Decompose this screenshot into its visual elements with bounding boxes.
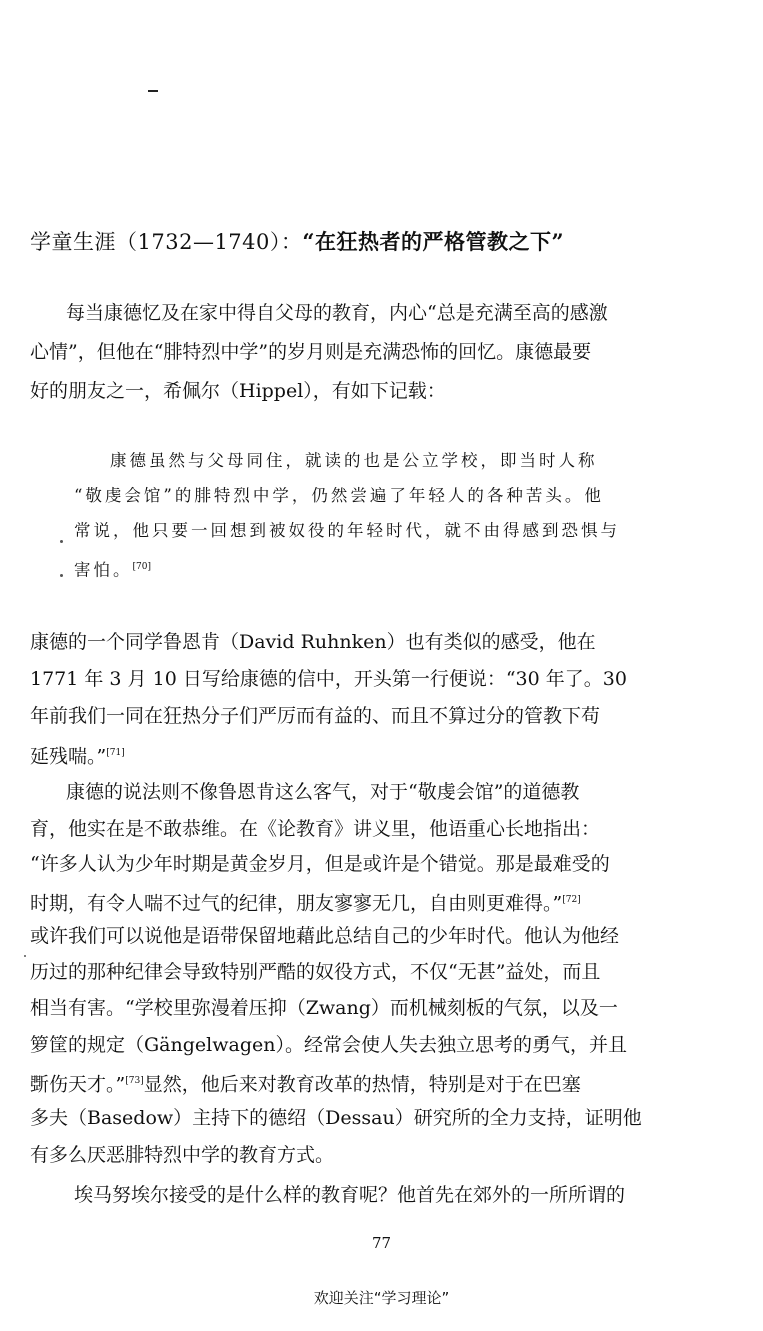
paragraph-line	[30, 738, 125, 771]
paragraph-text: 延残喘。”	[30, 745, 107, 768]
footnote-number: 72	[565, 895, 578, 905]
section-heading-dates: 学童生涯（1732—1740）：	[30, 230, 303, 254]
footnote-marker: [71]	[106, 748, 125, 758]
footnote-number: 70	[136, 562, 148, 572]
paragraph-line: “许多人认为少年时期是黄金岁月，但是或许是个错觉。那是最难受的	[30, 853, 610, 875]
footer-note: 欢迎关注“学习理论”	[313, 1289, 450, 1307]
blockquote-line	[74, 552, 151, 586]
paragraph-line: 康德的一个同学鲁恩肯（David Ruhnken）也有类似的感受，他在	[30, 631, 596, 653]
blockquote-text: 害怕。	[74, 560, 133, 580]
section-heading-quote: “在狂热者的严格管教之下”	[302, 229, 565, 254]
paragraph-line: 1771 年 3 月 10 日写给康德的信中，开头第一行便说：“30 年了。30	[30, 668, 627, 690]
footnote-marker: [73]	[125, 1076, 144, 1086]
paragraph-text: 显然，他后来对教育改革的热情，特别是对于在巴塞	[143, 1073, 581, 1096]
paragraph-line: 或许我们可以说他是语带保留地藉此总结自己的少年时代。他认为他经	[30, 925, 620, 947]
blockquote-line: 康德虽然与父母同住，就读的也是公立学校，即当时人称	[110, 451, 598, 470]
paragraph-line: 康德的说法则不像鲁恩肯这么客气，对于“敬虔会馆”的道德教	[66, 781, 580, 803]
blockquote-line: “敬虔会馆”的腓特烈中学，仍然尝遍了年轻人的各种苦头。他	[74, 486, 604, 505]
paragraph-line: 心情”，但他在“腓特烈中学”的岁月则是充满恐怖的回忆。康德最要	[30, 341, 592, 363]
footnote-marker: [72]	[562, 895, 581, 905]
paragraph-line: 相当有害。“学校里弥漫着压抑（Zwang）而机械刻板的气氛，以及一	[30, 997, 618, 1019]
paragraph-line	[30, 1066, 581, 1099]
footnote-marker: [70]	[132, 562, 151, 572]
paragraph-line: 埃马努埃尔接受的是什么样的教育呢？他首先在郊外的一所所谓的	[74, 1184, 626, 1206]
scan-mark	[148, 90, 158, 92]
paragraph-text: 时期，有令人喘不过气的纪律，朋友寥寥无几，自由则更难得。”	[30, 892, 563, 915]
paragraph-line	[30, 885, 581, 918]
scan-speck	[24, 955, 26, 957]
paragraph-line: 有多么厌恶腓特烈中学的教育方式。	[30, 1144, 335, 1166]
footnote-number: 71	[109, 748, 122, 758]
blockquote-line: 常说，他只要一回想到被奴役的年轻时代，就不由得感到恐惧与	[74, 521, 620, 540]
paragraph-text: 斲伤天才。”	[30, 1073, 126, 1096]
page-number: 77	[371, 1234, 392, 1252]
paragraph-line: 好的朋友之一，希佩尔（Hippel），有如下记载：	[30, 380, 446, 402]
paragraph-line: 多夫（Basedow）主持下的德绍（Dessau）研究所的全力支持，证明他	[30, 1107, 642, 1129]
scan-speck	[60, 574, 63, 577]
paragraph-line: 箩筐的规定（Gängelwagen）。经常会使人失去独立思考的勇气，并且	[30, 1034, 627, 1056]
paragraph-line: 每当康德忆及在家中得自父母的教育，内心“总是充满至高的感激	[66, 302, 608, 324]
paragraph-line: 育，他实在是不敢恭维。在《论教育》讲义里，他语重心长地指出：	[30, 818, 601, 840]
paragraph-line: 历过的那种纪律会导致特别严酷的奴役方式，不仅“无甚”益处，而且	[30, 961, 601, 983]
footnote-number: 73	[128, 1076, 141, 1086]
section-heading	[30, 224, 564, 260]
scan-speck	[60, 540, 63, 543]
paragraph-line: 年前我们一同在狂热分子们严厉而有益的、而且不算过分的管教下苟	[30, 705, 601, 727]
